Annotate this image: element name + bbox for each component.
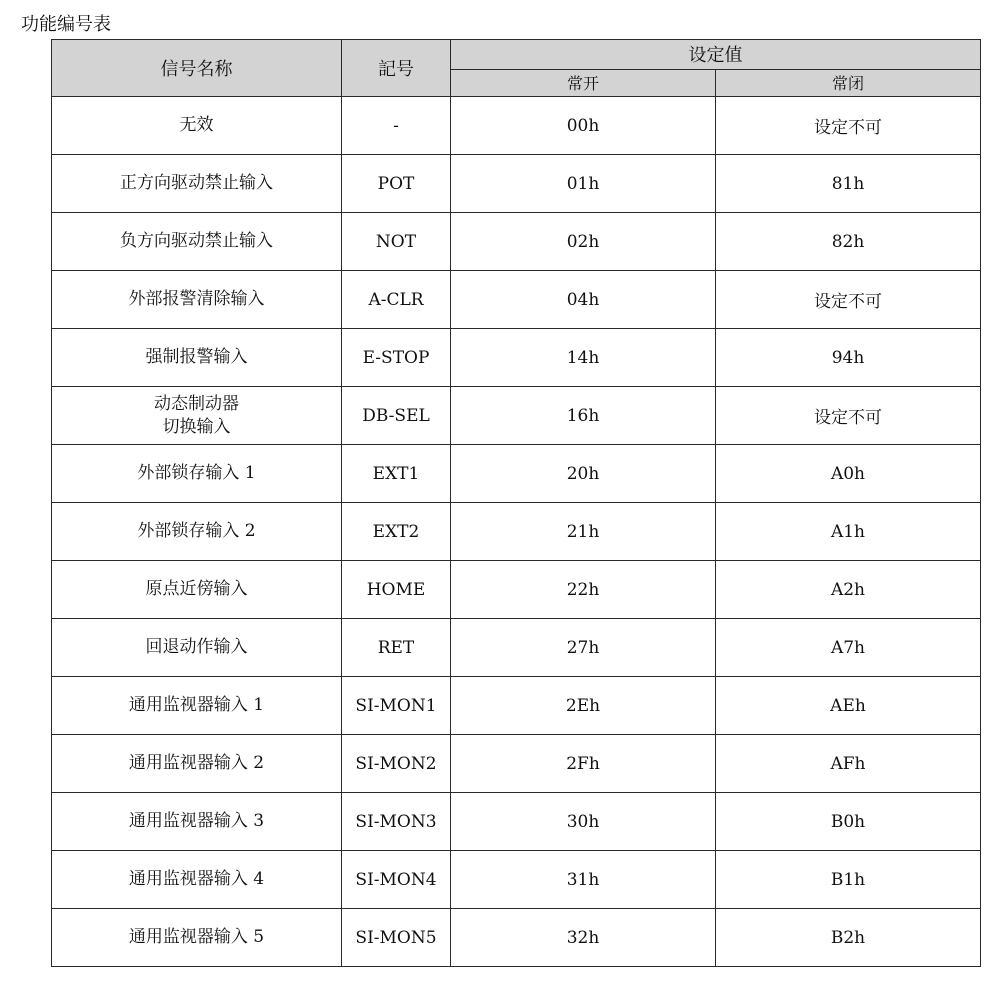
table-row [52, 677, 981, 735]
signal-name-cell [52, 387, 342, 445]
table-caption: 功能编号表 [21, 14, 111, 35]
table-row [52, 561, 981, 619]
table-row [52, 909, 981, 967]
header-symbol: 記号 [342, 40, 451, 97]
signal-name-cell: 通用监视器输入 1 [52, 677, 342, 735]
normally-open-cell: 04h [451, 271, 716, 329]
signal-name-cell: 外部锁存输入 1 [52, 445, 342, 503]
table-row [52, 503, 981, 561]
signal-name-cell: 通用监视器输入 5 [52, 909, 342, 967]
signal-name-cell: 外部锁存输入 2 [52, 503, 342, 561]
signal-name-cell: 负方向驱动禁止输入 [52, 213, 342, 271]
table-row [52, 97, 981, 155]
table-row [52, 155, 981, 213]
header-normally-closed: 常闭 [716, 69, 981, 96]
normally-closed-cell: 设定不可 [716, 271, 981, 329]
normally-open-cell: 01h [451, 155, 716, 213]
symbol-cell: EXT2 [342, 503, 451, 561]
signal-name-cell: 外部报警清除输入 [52, 271, 342, 329]
normally-closed-cell: 81h [716, 155, 981, 213]
symbol-cell: SI-MON5 [342, 909, 451, 967]
symbol-cell: SI-MON1 [342, 677, 451, 735]
table-row [52, 445, 981, 503]
symbol-cell: HOME [342, 561, 451, 619]
normally-closed-cell: 设定不可 [716, 387, 981, 445]
function-number-table [51, 39, 981, 967]
normally-open-cell: 2Fh [451, 735, 716, 793]
symbol-cell: NOT [342, 213, 451, 271]
normally-open-cell: 21h [451, 503, 716, 561]
symbol-cell: - [342, 97, 451, 155]
symbol-cell: SI-MON3 [342, 793, 451, 851]
table-row [52, 619, 981, 677]
normally-closed-cell: A2h [716, 561, 981, 619]
symbol-cell: RET [342, 619, 451, 677]
header-normally-open: 常开 [451, 69, 716, 96]
normally-closed-cell: A0h [716, 445, 981, 503]
signal-name-cell: 回退动作输入 [52, 619, 342, 677]
normally-open-cell: 22h [451, 561, 716, 619]
symbol-cell: E-STOP [342, 329, 451, 387]
table-header [52, 40, 981, 97]
normally-closed-cell: AFh [716, 735, 981, 793]
table-row [52, 793, 981, 851]
normally-closed-cell: B0h [716, 793, 981, 851]
normally-open-cell: 2Eh [451, 677, 716, 735]
table-row [52, 387, 981, 445]
symbol-cell: EXT1 [342, 445, 451, 503]
normally-open-cell: 00h [451, 97, 716, 155]
signal-name-cell: 通用监视器输入 4 [52, 851, 342, 909]
normally-open-cell: 02h [451, 213, 716, 271]
symbol-cell: SI-MON2 [342, 735, 451, 793]
table-row [52, 735, 981, 793]
signal-name-line-1: 动态制动器 [154, 393, 239, 414]
normally-open-cell: 14h [451, 329, 716, 387]
normally-closed-cell: AEh [716, 677, 981, 735]
signal-name-cell: 原点近傍输入 [52, 561, 342, 619]
symbol-cell: DB-SEL [342, 387, 451, 445]
signal-name-line-2: 切换输入 [162, 416, 231, 437]
table-row [52, 329, 981, 387]
normally-closed-cell: 94h [716, 329, 981, 387]
normally-closed-cell: A1h [716, 503, 981, 561]
header-setting-value: 设定值 [451, 40, 981, 70]
normally-open-cell: 31h [451, 851, 716, 909]
normally-closed-cell: B2h [716, 909, 981, 967]
normally-open-cell: 27h [451, 619, 716, 677]
normally-closed-cell: A7h [716, 619, 981, 677]
table-row [52, 271, 981, 329]
normally-closed-cell: B1h [716, 851, 981, 909]
normally-open-cell: 30h [451, 793, 716, 851]
normally-open-cell: 32h [451, 909, 716, 967]
signal-name-cell: 正方向驱动禁止输入 [52, 155, 342, 213]
signal-name-cell: 无效 [52, 97, 342, 155]
normally-closed-cell: 设定不可 [716, 97, 981, 155]
symbol-cell: A-CLR [342, 271, 451, 329]
normally-closed-cell: 82h [716, 213, 981, 271]
normally-open-cell: 20h [451, 445, 716, 503]
symbol-cell: POT [342, 155, 451, 213]
signal-name-cell: 通用监视器输入 2 [52, 735, 342, 793]
symbol-cell: SI-MON4 [342, 851, 451, 909]
signal-name-cell: 通用监视器输入 3 [52, 793, 342, 851]
header-signal-name: 信号名称 [52, 40, 342, 97]
table-row [52, 851, 981, 909]
table-body [52, 97, 981, 967]
signal-name-cell: 强制报警输入 [52, 329, 342, 387]
normally-open-cell: 16h [451, 387, 716, 445]
table-row [52, 213, 981, 271]
